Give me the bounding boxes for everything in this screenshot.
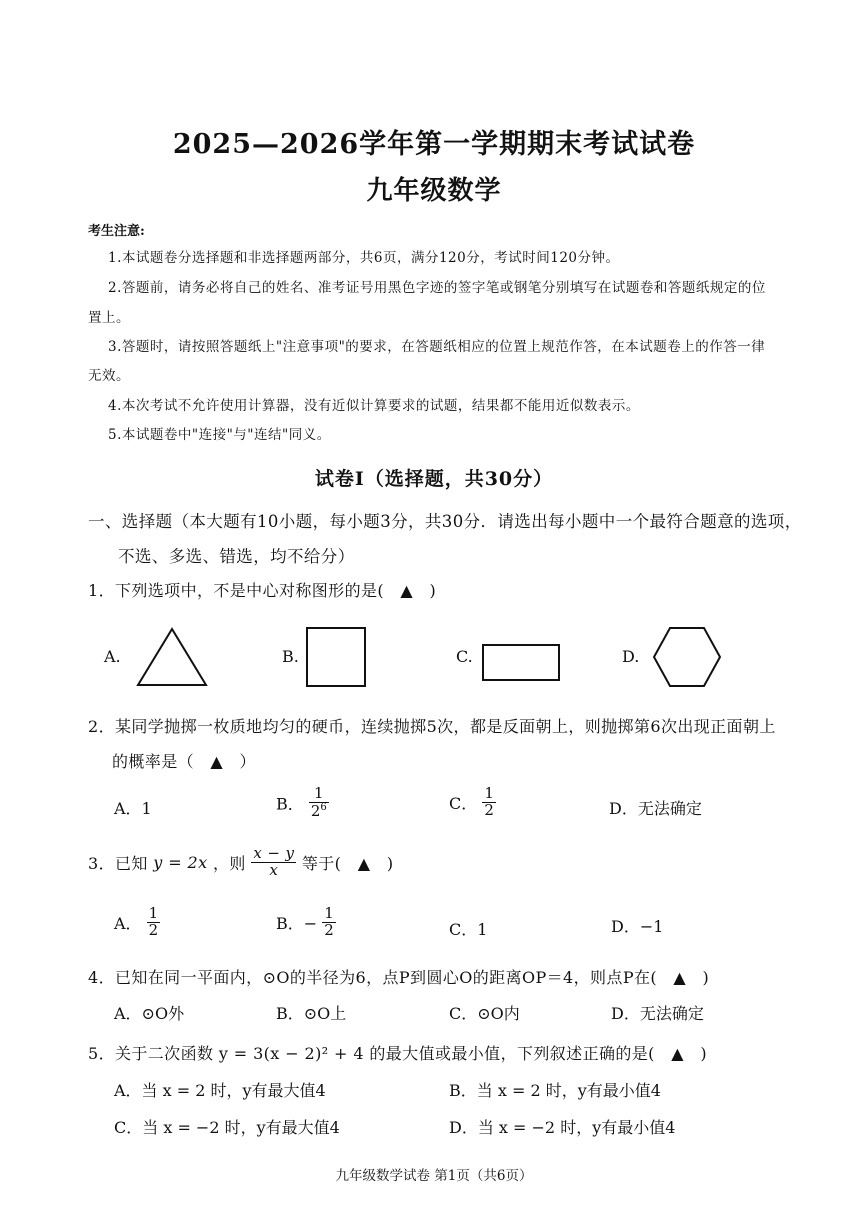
q3-option-d: D．−1	[611, 917, 664, 936]
notice-item-2: 2.答题前，请务必将自己的姓名、准考证号用黑色字迹的签字笔或钢笔分别填写在试题卷和答题纸规定的位	[108, 280, 766, 296]
q3-stem-denominator: x	[269, 860, 279, 879]
notice-item-4: 4.本次考试不允许使用计算器，没有近似计算要求的试题，结果都不能用近似数表示。	[108, 398, 640, 414]
q1-stem: 1．下列选项中，不是中心对称图形的是( ▲ )	[88, 581, 437, 600]
notice-heading: 考生注意:	[88, 224, 145, 239]
hexagon-icon	[652, 625, 722, 689]
q3-option-b-denominator: 2	[324, 920, 334, 939]
q5-option-c: C．当 x = −2 时，y有最大值4	[114, 1118, 340, 1137]
q2-stem: 2．某同学抛掷一枚质地均匀的硬币，连续抛掷5次，都是反面朝上，则抛掷第6次出现正面朝上	[88, 717, 776, 736]
q2-option-b-den-exp: 6	[320, 801, 327, 813]
q5-option-d: D．当 x = −2 时，y有最小值4	[449, 1118, 676, 1137]
q2-option-b-label: B．	[276, 794, 304, 814]
q2-option-a: A．1	[114, 799, 152, 818]
q3-option-a-numerator: 1	[148, 904, 159, 922]
q3-stem-suffix: 等于( ▲ )	[301, 853, 394, 873]
section-instructions: 一、选择题（本大题有10小题，每小题3分，共30分．请选出每小题中一个最符合题意的选项，	[88, 512, 802, 531]
q3-stem-mid: ，则	[213, 853, 246, 873]
notice-item-2-cont: 置上。	[88, 310, 130, 326]
q3-option-b-label: B．−	[276, 913, 318, 933]
q2-option-c-denominator: 2	[484, 800, 494, 819]
q2-option-c-numerator: 1	[484, 784, 494, 802]
q3-option-a-fraction	[147, 906, 161, 939]
q2-option-c-label: C．	[449, 793, 478, 813]
q1-option-c-label: C.	[456, 647, 473, 666]
triangle-icon	[136, 626, 208, 688]
q2-option-b-denominator	[309, 803, 329, 820]
q3-option-a-denominator: 2	[148, 920, 159, 939]
notice-item-3: 3.答题时，请按照答题纸上"注意事项"的要求，在答题纸相应的位置上规范作答，在本试题卷上的作答一律	[108, 339, 766, 355]
exam-title: 2025—2026学年第一学期期末考试试卷	[172, 129, 696, 160]
q4-option-c: C．⊙O内	[449, 1004, 520, 1023]
q4-stem: 4．已知在同一平面内，⊙O的半径为6，点P到圆心O的距离OP＝4，则点P在( ▲ )	[88, 968, 710, 987]
q3-stem-prefix: 3．已知	[88, 853, 148, 873]
q3-stem-numerator: x − y	[253, 844, 295, 862]
q4-option-a: A．⊙O外	[114, 1004, 185, 1023]
q4-option-b: B．⊙O上	[276, 1004, 347, 1023]
q2-option-b-numerator: 1	[309, 786, 329, 803]
square-icon	[305, 626, 367, 688]
rectangle-icon	[481, 643, 561, 683]
q3-option-b-numerator: 1	[324, 904, 334, 922]
q4-option-d: D．无法确定	[611, 1004, 704, 1023]
q1-option-b-label: B.	[282, 647, 299, 666]
q1-option-d-label: D.	[622, 647, 640, 666]
notice-item-5: 5.本试题卷中"连接"与"连结"同义。	[108, 427, 331, 443]
section-title: 试卷Ⅰ（选择题，共30分）	[314, 468, 554, 490]
q3-option-a	[114, 906, 160, 939]
q5-stem: 5．关于二次函数 y = 3(x − 2)² + 4 的最大值或最小值，下列叙述正确的是( ▲ )	[88, 1044, 707, 1063]
q2-option-c-fraction	[482, 786, 496, 819]
q1-option-a-label: A.	[104, 647, 121, 666]
q3-option-a-label: A．	[114, 913, 142, 933]
section-instructions-cont: 不选、多选、错选，均不给分）	[118, 547, 355, 566]
exam-subtitle: 九年级数学	[366, 176, 502, 206]
q3-option-b-fraction	[322, 906, 336, 939]
notice-item-1: 1.本试题卷分选择题和非选择题两部分，共6页，满分120分，考试时间120分钟。	[108, 250, 620, 266]
q3-stem	[88, 846, 393, 879]
q3-stem-fraction	[251, 846, 296, 879]
q5-option-a: A．当 x = 2 时，y有最大值4	[114, 1081, 326, 1100]
q2-option-d: D．无法确定	[609, 799, 702, 818]
q3-option-c: C．1	[449, 920, 488, 939]
q2-option-c	[449, 786, 496, 819]
q3-option-b	[276, 906, 336, 939]
q3-stem-equation: y = 2x	[153, 852, 208, 872]
q5-option-b: B．当 x = 2 时，y有最小值4	[449, 1081, 661, 1100]
q2-option-b	[276, 786, 329, 820]
q2-stem-cont: 的概率是（ ▲ ）	[112, 752, 256, 771]
q2-option-b-fraction	[309, 786, 329, 820]
notice-item-3-cont: 无效。	[88, 368, 130, 384]
q2-option-b-den-base: 2	[310, 801, 321, 820]
page-footer: 九年级数学试卷 第1页（共6页）	[335, 1168, 533, 1184]
